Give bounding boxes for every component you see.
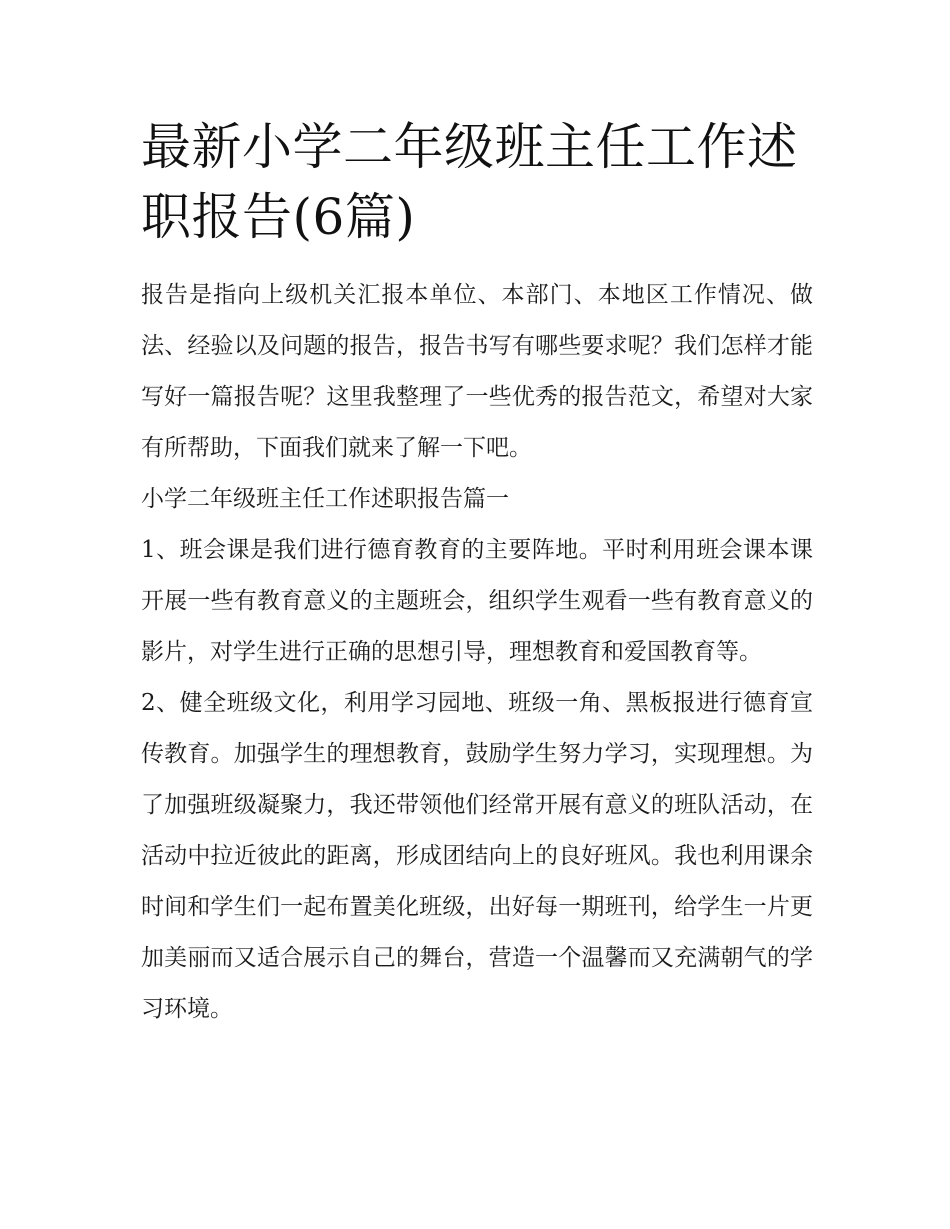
intro-paragraph: 报告是指向上级机关汇报本单位、本部门、本地区工作情况、做法、经验以及问题的报告，报告书写有哪些要求呢？我们怎样才能写好一篇报告呢？这里我整理了一些优秀的报告范文，希望对大家有所帮助，下面我们就来了解一下吧。 [141, 282, 813, 461]
document-body [141, 112, 813, 1035]
body-paragraph-2: 2、健全班级文化，利用学习园地、班级一角、黑板报进行德育宣传教育。加强学生的理想教育，鼓励学生努力学习，实现理想。为了加强班级凝聚力，我还带领他们经常开展有意义的班队活动，在活动中拉近彼此的距离，形成团结向上的良好班风。我也利用课余时间和学生们一起布置美化班级，出好每一期班刊，给学生一片更加美丽而又适合展示自己的舞台，营造一个温馨而又充满朝气的学习环境。 [141, 690, 813, 1022]
document-title: 最新小学二年级班主任工作述职报告(6篇) [141, 118, 798, 246]
section-heading: 小学二年级班主任工作述职报告篇一 [141, 486, 509, 512]
body-paragraph-1: 1、班会课是我们进行德育教育的主要阵地。平时利用班会课本课开展一些有教育意义的主题班会，组织学生观看一些有教育意义的影片，对学生进行正确的思想引导，理想教育和爱国教育等。 [141, 537, 813, 665]
